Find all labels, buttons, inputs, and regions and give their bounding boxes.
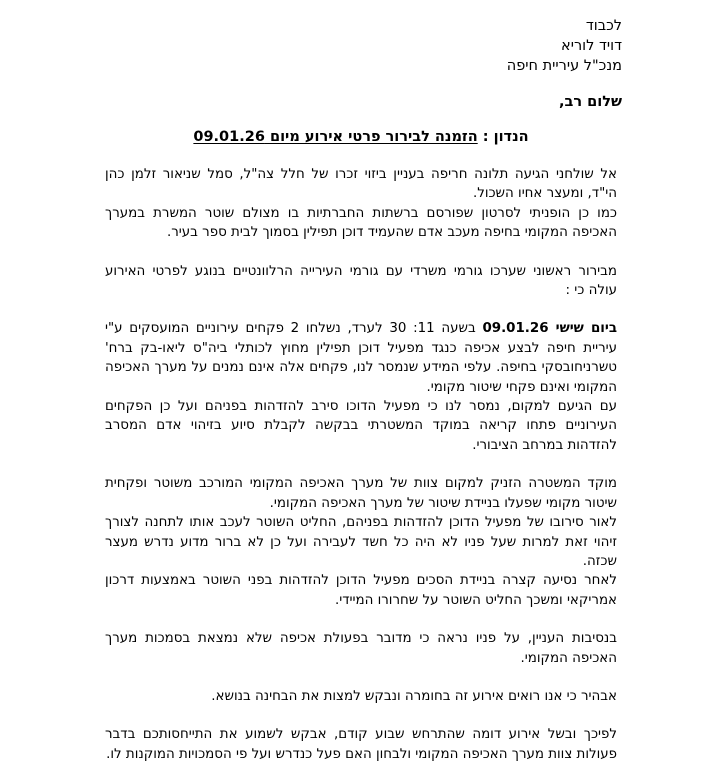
addressee-line-name: דויד לוריא (561, 38, 622, 54)
body-text-run: אל שולחני הגיעה תלונה חריפה בעניין ביזוי זכרו של חלל צה"ל, סמל שניאור זלמן כהן הי"ד, ומעצר אחיו השכול. (105, 167, 617, 202)
body-paragraph (105, 629, 617, 668)
body-paragraph (105, 397, 617, 455)
body-text-run: לפיכך ובשל אירוע דומה שהתרחש שבוע קודם, אבקש לשמוע את התייחסותכם בדבר פעולות צוות מערך האכיפה המקומי ולבחון האם פעל כנדרש ועל פי הסמכויות המוקנות לו. (105, 727, 617, 762)
body-paragraph (105, 319, 617, 397)
body-text-run: אבהיר כי אנו רואים אירוע זה בחומרה ונבקש למצות את הבחינה בנושא. (211, 688, 617, 704)
body-paragraph (105, 262, 617, 301)
body-text-run: מוקד המשטרה הזניק למקום צוות של מערך האכיפה המקומי המורכב משוטר ופקחית שיטור מקומי שפעלו בניידת שיטור של מערך האכיפה המקומי. (105, 476, 617, 511)
body-text-run: כמו כן הופניתי לסרטון שפורסם ברשתות החברתיות בו מצולם שוטר המשרת במערך האכיפה המקומי בחיפה מעכב אדם שהעמיד דוכן תפילין בסמוך לבית ספר בעיר. (105, 205, 617, 241)
body-paragraph (105, 687, 617, 706)
subject-text: הזמנה לבירור פרטי אירוע מיום 09.01.26 (193, 129, 478, 145)
body-text-bold: ביום שישי 09.01.26 (482, 321, 617, 337)
body-text-run: לאור סירובו של מפעיל הדוכן להזדהות בפניהם, החליט השוטר לעכב אותו לתחנה לצורך זיהוי זאת למרות שעל פניו לא היה כל חשד לעבירה ועל כן לא ברור מדוע נדרש מעצר שכזה. (105, 515, 617, 569)
body-text-run: בשעה 11: 30 לערד, נשלחו 2 פקחים עירוניים המועסקים ע"י עיריית חיפה לבצע אכיפה כנגד מפעיל דוכן תפילין מחוץ לכותלי ביה"ס ליאו-בק ברח' טשרניחובסקי בחיפה. עלפי המידע שנמסר לנו, פקחים אלה אינם נמנים על מערך האכיפה המקומי ואינם פקחי שיטור מקומי. (105, 321, 617, 395)
body-paragraph (105, 204, 617, 243)
addressee-line-salutation: לכבוד (585, 18, 622, 34)
body-paragraph (105, 165, 617, 204)
body-paragraph (105, 513, 617, 571)
body-text-run: עם הגיעם למקום, נמסר לנו כי מפעיל הדוכו סירב להזדהות בפניהם ועל כן הפקחים העירוניים פתחו קריאה במוקד המשטרתי בבקשה לקבלת סיוע בזיהוי אדם המסרב להזדהות במרחב הציבורי. (105, 399, 617, 453)
subject-line (0, 127, 722, 147)
body-paragraph (105, 474, 617, 513)
letter-body (105, 165, 617, 764)
body-text-run: לאחר נסיעה קצרה בניידת הסכים מפעיל הדוכן להזדהות בפני השוטר באמצעות דרכון אמריקאי ומשכך החליט השוטר על שחרורו המיידי. (105, 573, 617, 608)
body-text-run: בנסיבות העניין, על פניו נראה כי מדובר בפעולת אכיפה שלא נמצאת בסמכות מערך האכיפה המקומי. (105, 631, 617, 666)
body-paragraph (105, 571, 617, 610)
body-paragraph (105, 725, 617, 764)
body-text-run: מבירור ראשוני שערכו גורמי משרדי עם גורמי העירייה הרלוונטיים בנוגע לפרטי האירוע עולה כי : (105, 263, 617, 299)
addressee-block (102, 16, 622, 76)
addressee-line-title: מנכ"ל עיריית חיפה (506, 58, 622, 74)
greeting: שלום רב, (559, 94, 622, 110)
subject-label: הנדון : (477, 129, 529, 145)
